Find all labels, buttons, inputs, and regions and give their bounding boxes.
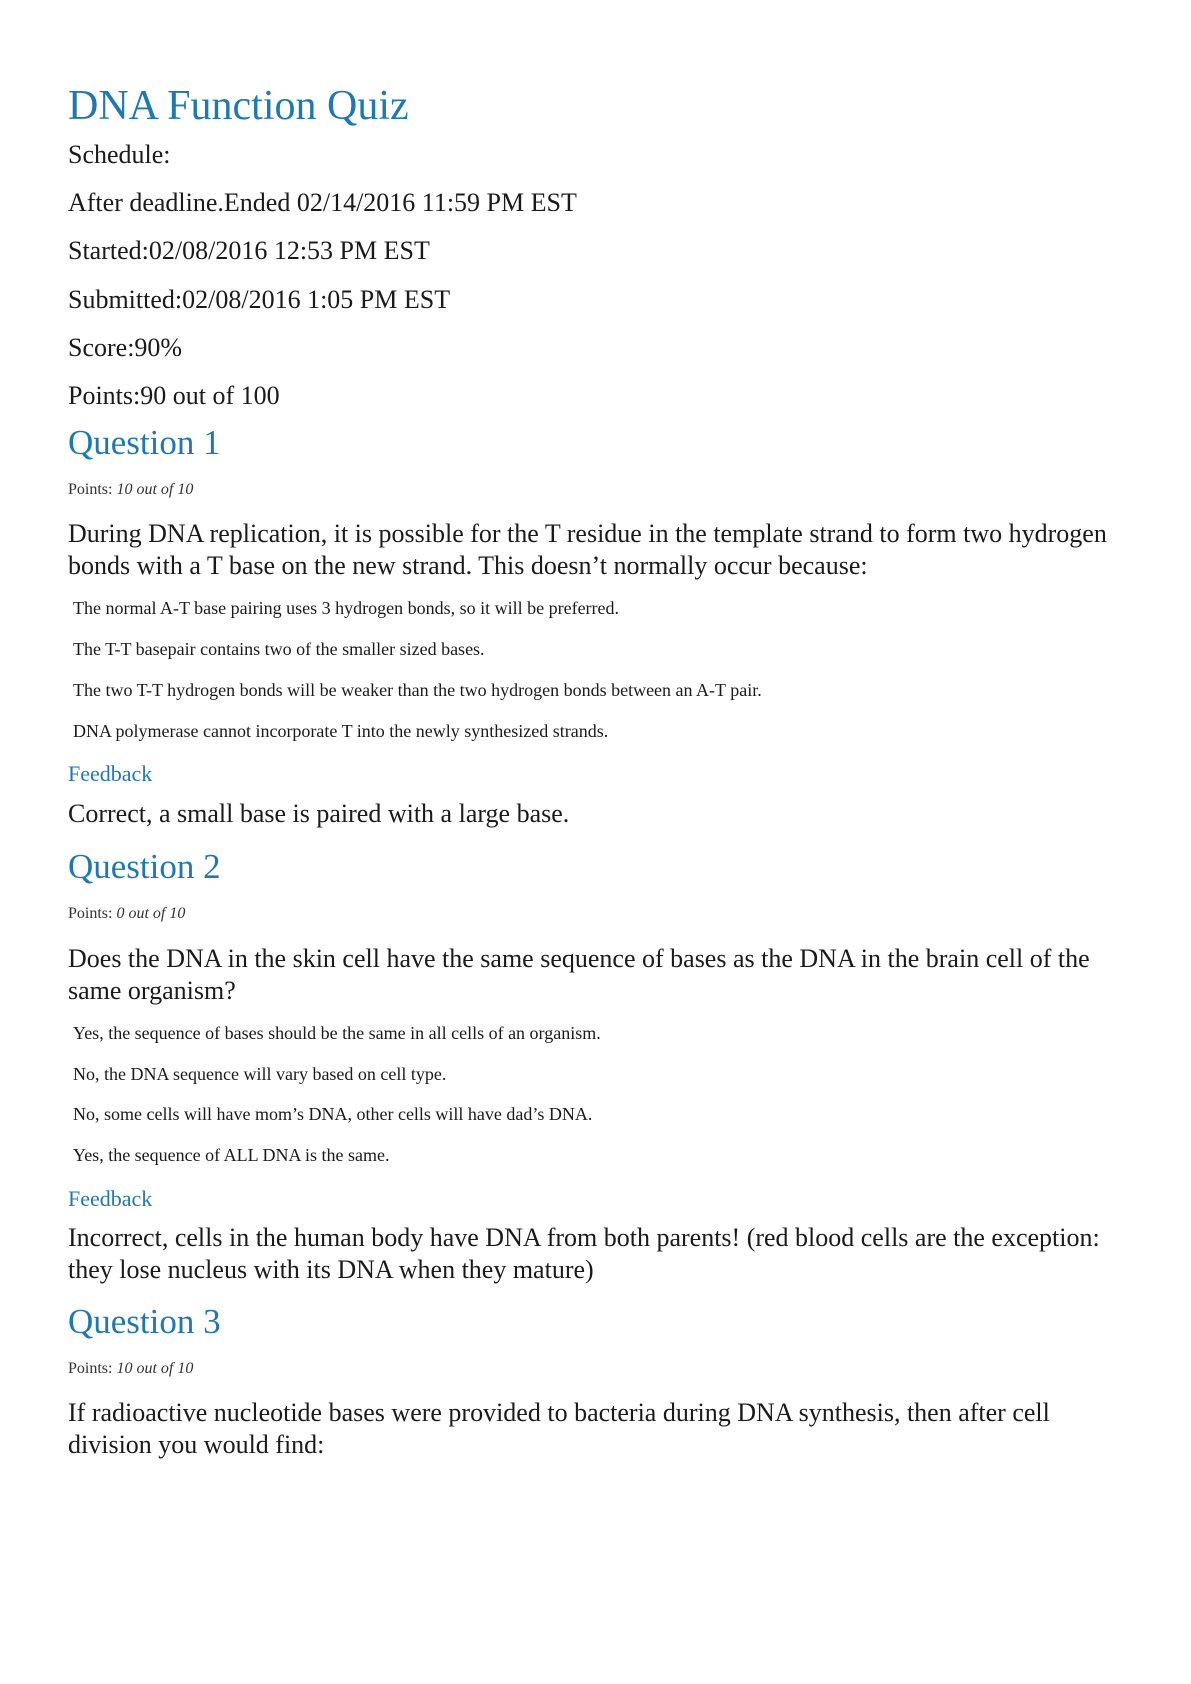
answer-choice[interactable]: Yes, the sequence of bases should be the same in all cells of an organism. bbox=[73, 1023, 601, 1043]
schedule-label: Schedule: bbox=[68, 140, 171, 169]
answer-choice[interactable]: The normal A-T base pairing uses 3 hydrogen bonds, so it will be preferred. bbox=[73, 598, 620, 618]
feedback-label: Feedback bbox=[68, 761, 153, 786]
feedback-text: Incorrect, cells in the human body have DNA from both parents! (red blood cells are the exception: they lose nucleus with its DNA when they mature) bbox=[68, 1223, 1100, 1284]
started-info: Started:02/08/2016 12:53 PM EST bbox=[68, 236, 430, 265]
feedback-label: Feedback bbox=[68, 1186, 153, 1211]
score-info: Score:90% bbox=[68, 333, 183, 362]
points-value: 10 out of 10 bbox=[116, 481, 194, 498]
question-points bbox=[68, 1359, 193, 1379]
deadline-info: After deadline.Ended 02/14/2016 11:59 PM EST bbox=[68, 188, 577, 217]
question-points bbox=[68, 904, 185, 924]
points-value: 10 out of 10 bbox=[116, 1360, 194, 1377]
points-label: Points: bbox=[68, 481, 113, 498]
points-value: 0 out of 10 bbox=[116, 905, 186, 922]
answer-choice[interactable]: DNA polymerase cannot incorporate T into the newly synthesized strands. bbox=[73, 721, 609, 741]
question-text: If radioactive nucleotide bases were provided to bacteria during DNA synthesis, then after cell division you would find: bbox=[68, 1398, 1050, 1459]
points-info: Points:90 out of 100 bbox=[68, 381, 280, 410]
question-text: During DNA replication, it is possible for the T residue in the template strand to form two hydrogen bonds with a T base on the new strand. This doesn’t normally occur because: bbox=[68, 519, 1107, 580]
question-heading: Question 2 bbox=[68, 847, 221, 886]
answer-choice[interactable]: Yes, the sequence of ALL DNA is the same. bbox=[73, 1145, 390, 1165]
question-points bbox=[68, 480, 193, 500]
answer-choice[interactable]: The T-T basepair contains two of the smaller sized bases. bbox=[73, 639, 485, 659]
answer-choice[interactable]: The two T-T hydrogen bonds will be weaker than the two hydrogen bonds between an A-T pair. bbox=[73, 680, 762, 700]
answer-choice[interactable]: No, some cells will have mom’s DNA, other cells will have dad’s DNA. bbox=[73, 1104, 593, 1124]
question-text: Does the DNA in the skin cell have the same sequence of bases as the DNA in the brain cell of the same organism? bbox=[68, 944, 1090, 1005]
question-heading: Question 1 bbox=[68, 423, 221, 462]
question-heading: Question 3 bbox=[68, 1302, 221, 1341]
page-title: DNA Function Quiz bbox=[68, 83, 409, 129]
feedback-text: Correct, a small base is paired with a large base. bbox=[68, 799, 570, 828]
points-label: Points: bbox=[68, 1360, 113, 1377]
answer-choice[interactable]: No, the DNA sequence will vary based on cell type. bbox=[73, 1064, 447, 1084]
submitted-info: Submitted:02/08/2016 1:05 PM EST bbox=[68, 285, 451, 314]
points-label: Points: bbox=[68, 905, 113, 922]
